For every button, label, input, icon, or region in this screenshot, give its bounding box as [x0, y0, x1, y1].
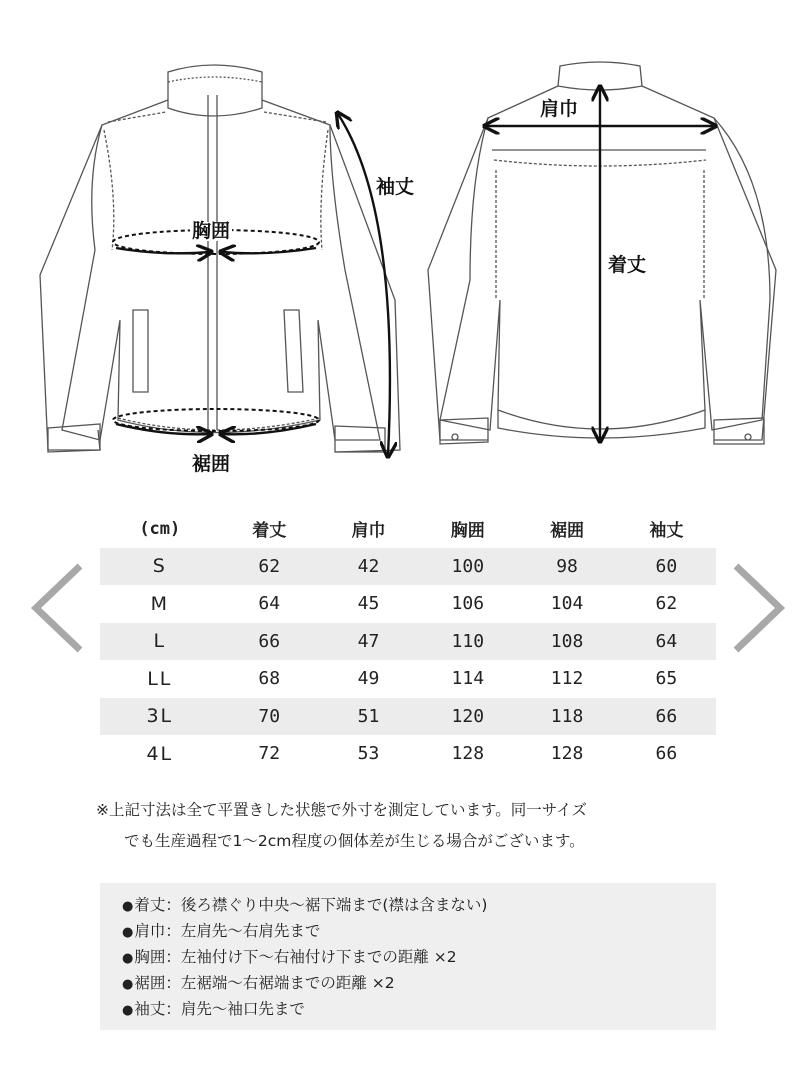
size-cell: M	[150, 592, 169, 615]
size-chart-table	[100, 510, 716, 773]
value-cell: 49	[357, 668, 380, 690]
hem-measure-lines	[113, 409, 319, 434]
shoulder-header: 肩巾	[351, 521, 386, 542]
value-cell: 62	[655, 593, 678, 615]
value-cell: 65	[655, 668, 678, 690]
table-row	[100, 698, 716, 736]
table-header-row	[100, 510, 716, 548]
value-cell: 66	[220, 623, 319, 661]
size-cell: 4L	[146, 742, 174, 765]
value-cell: 62	[220, 548, 319, 586]
value-cell: 100	[418, 548, 517, 586]
definition-item: ● 胸囲：左袖付け下〜右袖付け下までの距離 ×2	[122, 945, 716, 971]
jacket-measurement-diagram	[0, 0, 805, 490]
value-cell: 68	[258, 668, 281, 690]
front-jacket	[40, 65, 400, 452]
hem-header: 裾囲	[550, 521, 585, 542]
value-cell: 108	[517, 623, 616, 661]
next-slide-button[interactable]	[728, 560, 788, 656]
note-line-2: でも生産過程で1〜2cm程度の個体差が生じる場合がございます。	[124, 832, 585, 850]
value-cell: 47	[319, 623, 418, 661]
unit-header: (cm)	[139, 518, 181, 539]
value-cell: 70	[220, 698, 319, 736]
value-cell: 72	[258, 743, 281, 765]
definition-item: ● 裾囲：左裾端〜右裾端までの距離 ×2	[122, 971, 716, 997]
value-cell: 42	[319, 548, 418, 586]
value-cell: 106	[451, 593, 485, 615]
value-cell: 60	[617, 548, 716, 586]
note-line-1: ※上記寸法は全て平置きした状態で外寸を測定しています。同一サイズ	[96, 801, 588, 819]
chevron-left-icon	[28, 560, 88, 656]
definition-item: ● 肩巾：左肩先〜右肩先まで	[122, 919, 716, 945]
value-cell: 51	[319, 698, 418, 736]
length-label: 着丈	[608, 254, 647, 276]
size-cell: L	[100, 623, 220, 661]
prev-slide-button[interactable]	[28, 560, 88, 656]
table-row	[100, 735, 716, 773]
table-row	[100, 660, 716, 698]
chest-label: 胸囲	[192, 220, 231, 242]
value-cell: 104	[550, 593, 584, 615]
value-cell: 64	[258, 593, 281, 615]
value-cell: 128	[550, 743, 584, 765]
definition-item: ● 袖丈：肩先〜袖口先まで	[122, 997, 716, 1023]
measurement-note	[96, 795, 736, 857]
value-cell: 112	[550, 668, 584, 690]
value-cell: 114	[451, 668, 485, 690]
back-jacket	[428, 62, 776, 444]
chevron-right-icon	[728, 560, 788, 656]
table-row	[100, 585, 716, 623]
size-cell: 3L	[100, 698, 220, 736]
value-cell: 120	[418, 698, 517, 736]
definition-item: ● 着丈：後ろ襟ぐり中央〜裾下端まで(襟は含まない)	[122, 893, 716, 919]
value-cell: 64	[617, 623, 716, 661]
measurement-definitions	[100, 883, 716, 1030]
length-header: 着丈	[252, 521, 287, 542]
value-cell: 66	[617, 698, 716, 736]
size-cell: LL	[147, 667, 173, 690]
value-cell: 53	[357, 743, 380, 765]
value-cell: 128	[451, 743, 485, 765]
value-cell: 118	[517, 698, 616, 736]
value-cell: 45	[357, 593, 380, 615]
hem-label: 裾囲	[192, 453, 231, 475]
size-cell: S	[100, 548, 220, 586]
value-cell: 110	[418, 623, 517, 661]
sleeve-header: 袖丈	[649, 521, 684, 542]
sleeve-measure-line	[338, 114, 390, 455]
value-cell: 66	[655, 743, 678, 765]
shoulder-label: 肩巾	[540, 98, 579, 120]
jacket-illustration	[0, 0, 805, 490]
sleeve-label: 袖丈	[376, 176, 415, 198]
table-row	[100, 548, 716, 586]
chest-header: 胸囲	[450, 521, 485, 542]
value-cell: 98	[517, 548, 616, 586]
table-row	[100, 623, 716, 661]
